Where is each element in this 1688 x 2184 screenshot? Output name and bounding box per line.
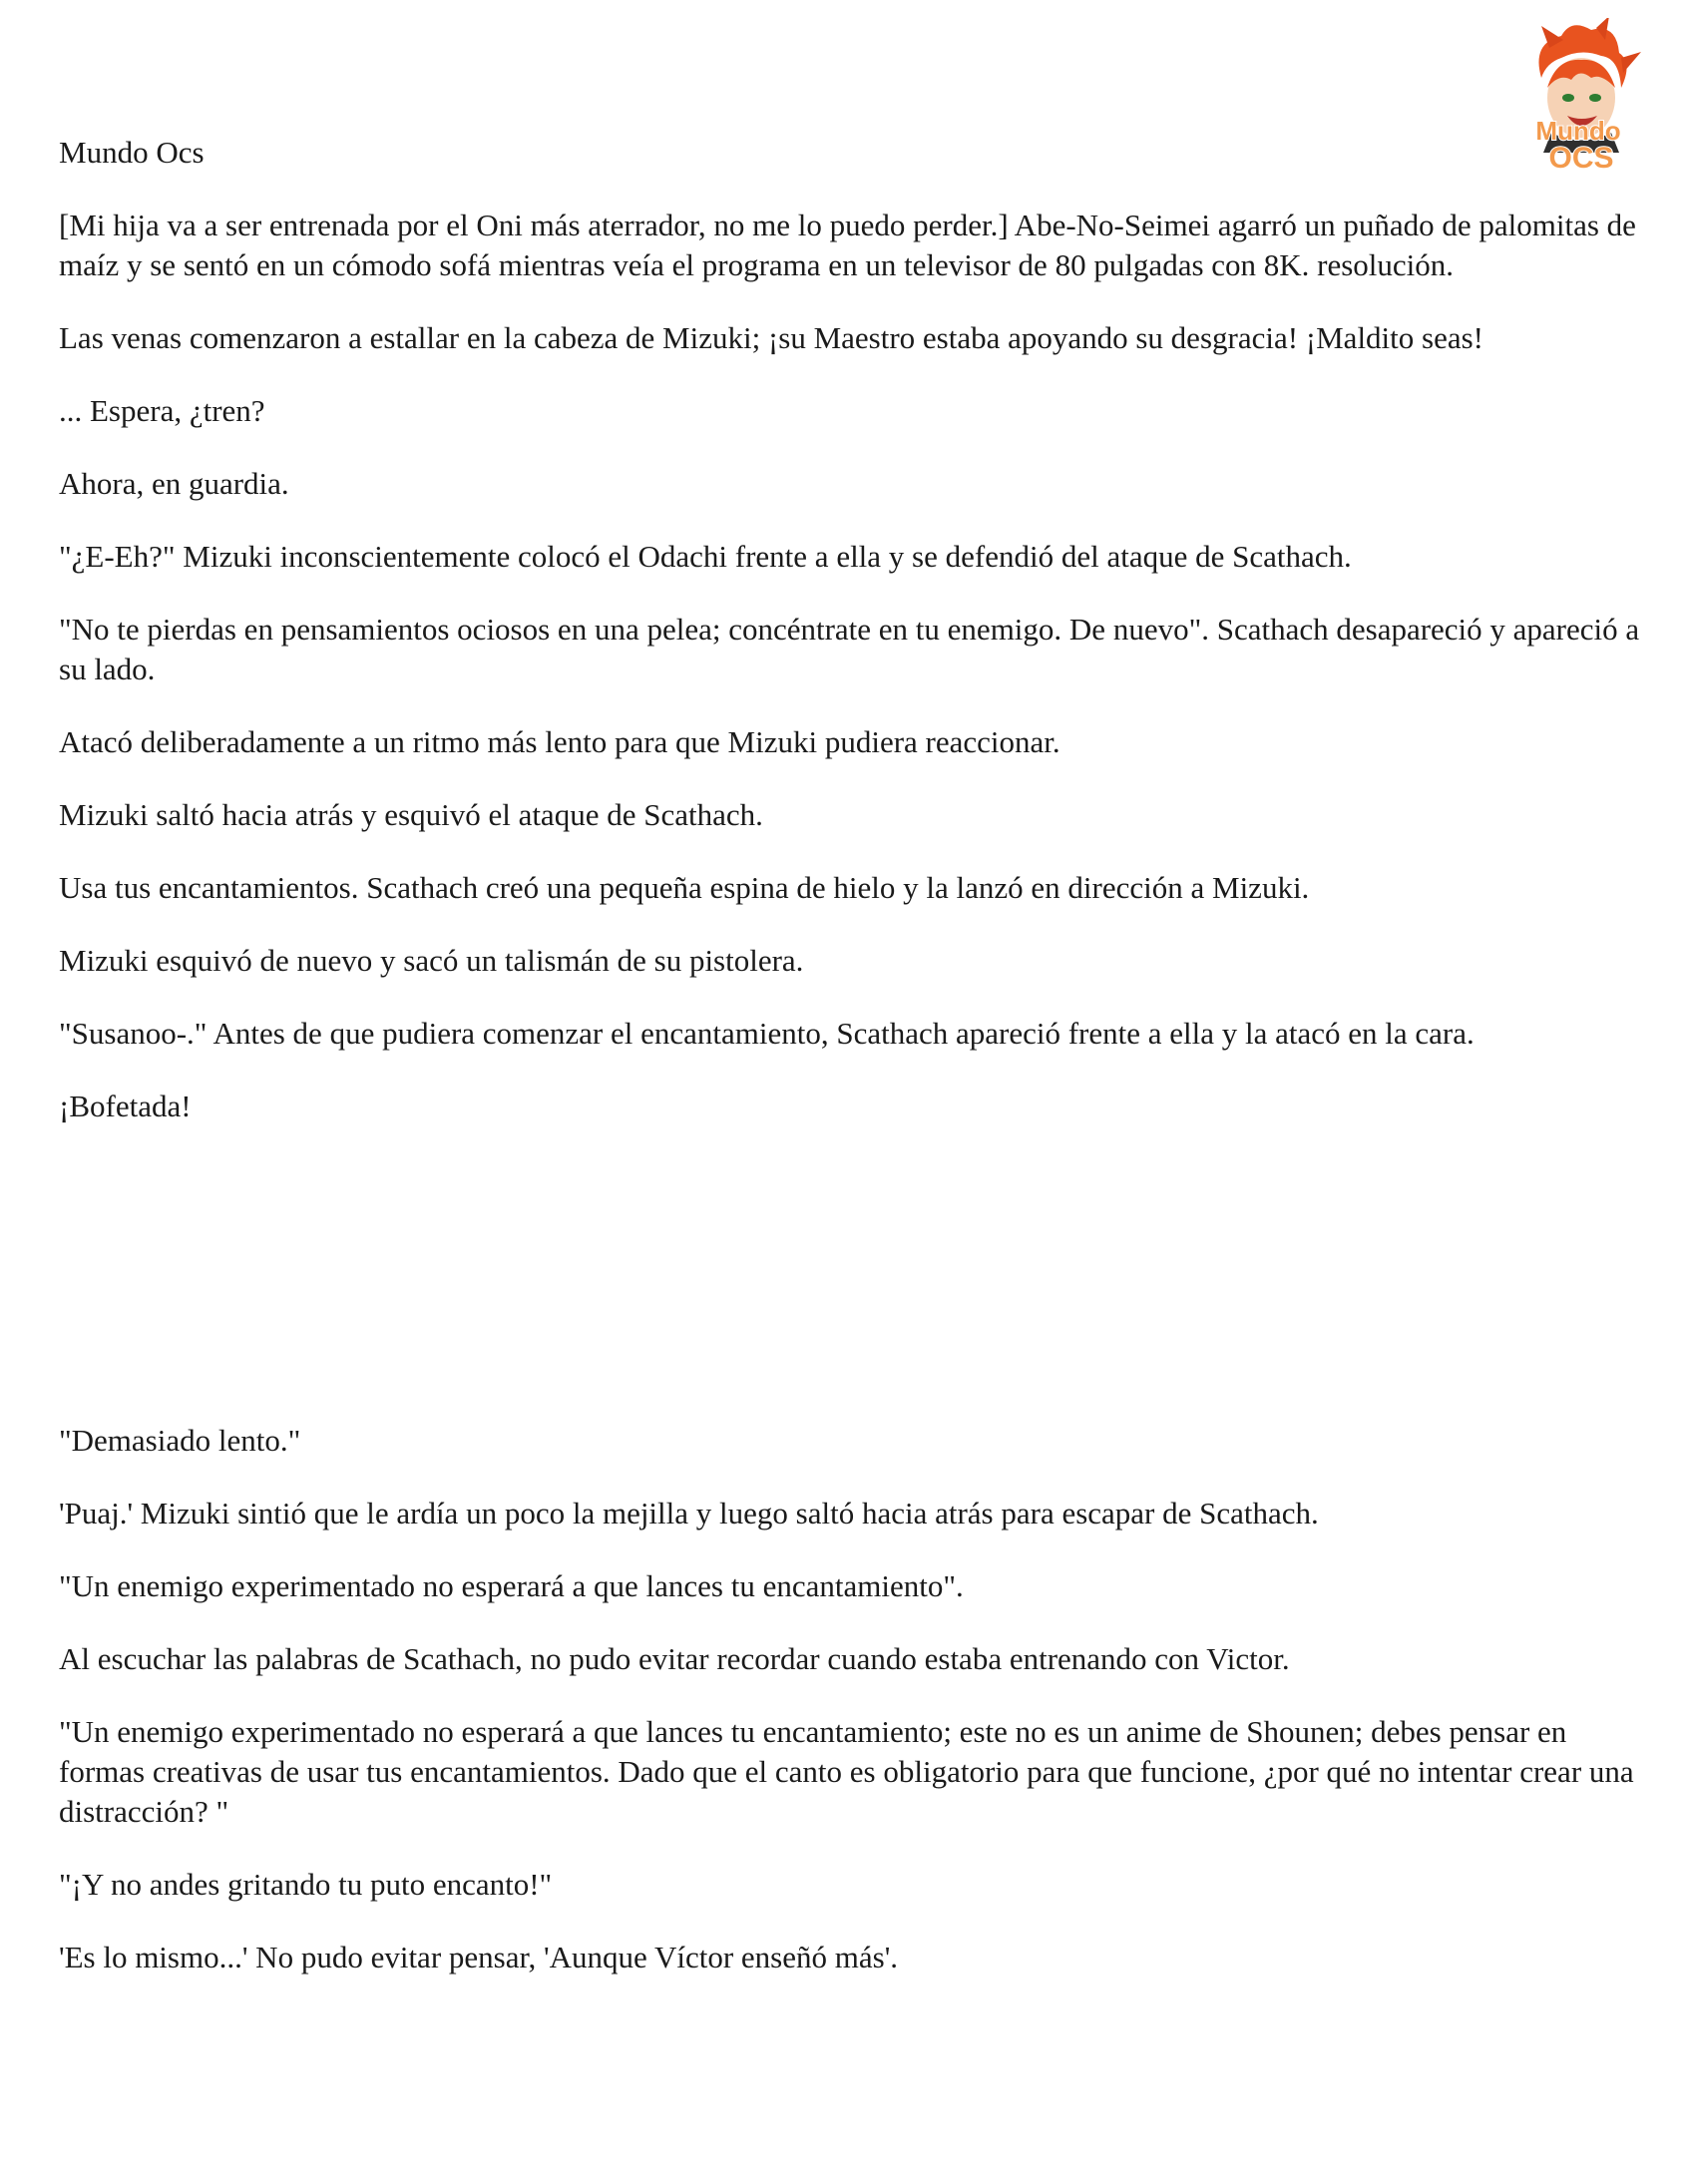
paragraph: "¡Y no andes gritando tu puto encanto!" [59, 1867, 553, 1902]
paragraph: Mizuki esquivó de nuevo y sacó un talismán de su pistolera. [59, 943, 804, 978]
paragraph: 'Puaj.' Mizuki sintió que le ardía un poco la mejilla y luego saltó hacia atrás para escapar de Scathach. [59, 1496, 1319, 1530]
logo-text-mundo: Mundo [1535, 116, 1621, 146]
paragraph: Usa tus encantamientos. Scathach creó una pequeña espina de hielo y la lanzó en dirección a Mizuki. [59, 870, 1310, 905]
paragraph: "Demasiado lento." [59, 1423, 301, 1458]
paragraph: 'Es lo mismo...' No pudo evitar pensar, 'Aunque Víctor enseñó más'. [59, 1940, 899, 1974]
paragraph: "¿E-Eh?" Mizuki inconscientemente colocó el Odachi frente a ella y se defendió del ataque de Scathach. [59, 539, 1352, 574]
paragraph: "Susanoo-." Antes de que pudiera comenzar el encantamiento, Scathach apareció frente a ella y la atacó en la cara. [59, 1016, 1475, 1051]
paragraph: "Un enemigo experimentado no esperará a que lances tu encantamiento". [59, 1568, 964, 1603]
logo-text-ocs: OCS [1548, 142, 1614, 175]
paragraph: Atacó deliberadamente a un ritmo más lento para que Mizuki pudiera reaccionar. [59, 724, 1060, 759]
paragraph: [Mi hija va a ser entrenada por el Oni más aterrador, no me lo puedo perder.] Abe-No-Seimei agarró un puñado de palomitas de maíz y se sentó en un cómodo sofá mientras veía el programa en un televisor de 80 pulgadas con 8K. resolución. [59, 208, 1636, 282]
paragraph: Ahora, en guardia. [59, 466, 289, 501]
paragraph: "Un enemigo experimentado no esperará a que lances tu encantamiento; este no es un anime de Shounen; debes pensar en formas creativas de usar tus encantamientos. Dado que el canto es obligatorio para que funcione, ¿por qué no intentar crear una distracción? " [59, 1714, 1634, 1829]
paragraph: "No te pierdas en pensamientos ociosos en una pelea; concéntrate en tu enemigo. De nuevo". Scathach desapareció y apareció a su lado. [59, 612, 1640, 686]
paragraph: ¡Bofetada! [59, 1089, 192, 1123]
site-name-paragraph: Mundo Ocs [59, 135, 205, 170]
paragraph: Las venas comenzaron a estallar en la cabeza de Mizuki; ¡su Maestro estaba apoyando su desgracia! ¡Maldito seas! [59, 320, 1483, 355]
text-block-bottom [59, 1421, 1645, 2010]
paragraph: Mizuki saltó hacia atrás y esquivó el ataque de Scathach. [59, 797, 763, 832]
paragraph: ... Espera, ¿tren? [59, 393, 265, 428]
paragraph: Al escuchar las palabras de Scathach, no pudo evitar recordar cuando estaba entrenando con Victor. [59, 1641, 1290, 1676]
right-eye [1589, 94, 1601, 102]
left-eye [1562, 94, 1574, 102]
text-block-top [59, 133, 1645, 1159]
